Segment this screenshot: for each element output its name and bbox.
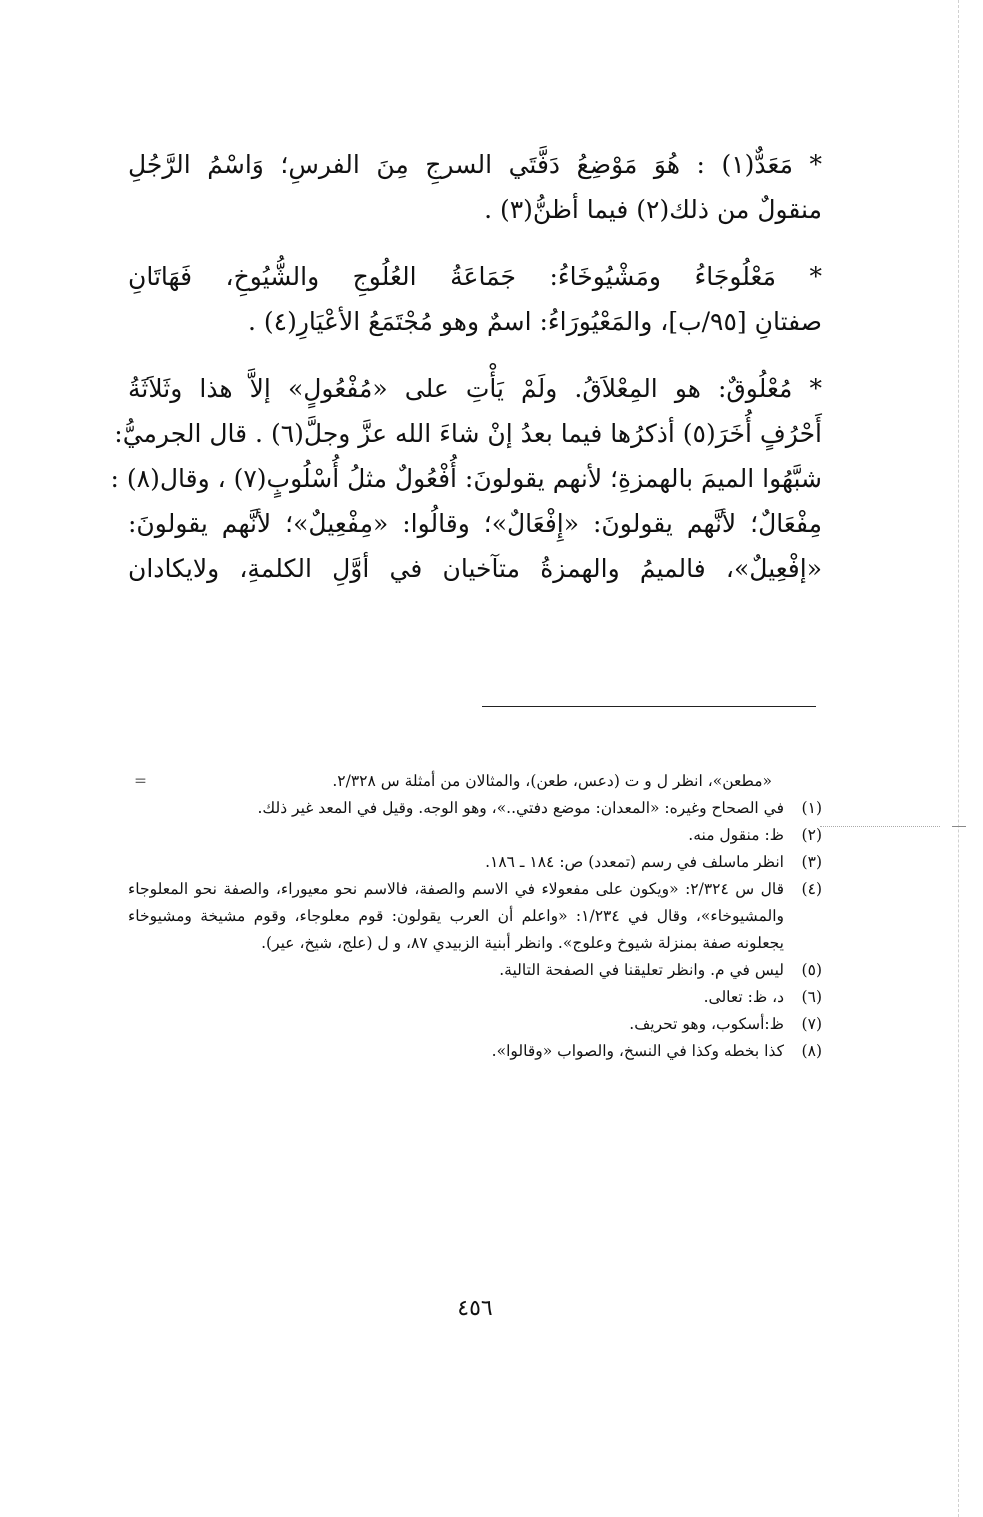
footnote-7 <box>128 1011 822 1038</box>
footnote-separator <box>482 706 816 707</box>
footnote-number: (٧) <box>801 1015 822 1033</box>
text-line: * مُعْلُوقٌ: هو المِعْلاَقُ. ولَمْ يَأْتِ على «مُفْعُولٍ» إلاَّ هذا وثَلاَثَةُ <box>128 374 822 403</box>
footnote-number: (٣) <box>801 853 822 871</box>
entry-maaluq <box>110 366 822 591</box>
footnote-text: «مطعن»، انظر ل و ت (دعس، طعن)، والمثالان من أمثلة س ٢/٣٢٨. <box>332 772 772 790</box>
footnote-text: انظر ماسلف في رسم (تمعدد) ص: ١٨٤ ـ ١٨٦. <box>485 853 784 871</box>
footnote-text: ليس في م. وانظر تعليقنا في الصفحة التالية. <box>499 961 784 979</box>
footnote-text: في الصحاح وغيره: «المعدان: موضع دفتي..»، وهو الوجه. وقيل في المعد غير ذلك. <box>257 799 784 817</box>
footnote-number: (٦) <box>801 988 822 1006</box>
footnote-text: د، ظ: تعالى. <box>703 988 784 1006</box>
footnote-text: ظ: منقول منه. <box>688 826 784 844</box>
footnote-continuation <box>128 768 822 795</box>
footnote-6 <box>128 984 822 1011</box>
footnote-2 <box>128 822 822 849</box>
footnote-number: (٨) <box>801 1042 822 1060</box>
footnote-number: (٥) <box>801 961 822 979</box>
footnote-number: (٢) <box>801 826 822 844</box>
footnote-text: قال س ٢/٣٢٤: «ويكون على مفعولاء في الاسم والصفة، فالاسم نحو معيوراء، والصفة نحو المعلوجاء والمشيوخاء»، وقال في ١/٢٣٤: «واعلم أن العرب يقولون: قوم معلوجاء، وقوم مشيخة ومشيوخاء يجعلونه صفة بمنزلة شيوخ وعلوج». وانظر أبنية الزبيدي ٨٧، و ل (علج، شيخ، عير). <box>128 880 784 952</box>
footnote-1 <box>128 795 822 822</box>
margin-dotted-line <box>820 826 940 827</box>
footnote-4 <box>128 876 822 957</box>
continuation-mark: = <box>134 772 147 790</box>
text-line: أَحْرُفٍ أُخَرَ(٥) أذكرُها فيما بعدُ إنْ شاءَ الله عزَّ وجلَّ(٦) . قال الجرميُّ: <box>114 419 822 448</box>
footnote-8 <box>128 1038 822 1065</box>
entry-maadd <box>128 142 822 232</box>
page-number: ٤٥٦ <box>457 1296 493 1321</box>
text-line: مِفْعَالٌ؛ لأنَّهم يقولونَ: «إِفْعَالٌ»؛ وقالُوا: «مِفْعِيلٌ»؛ لأنَّهم يقولونَ: <box>128 509 822 538</box>
footnote-number: (٤) <box>801 880 822 898</box>
footnote-3 <box>128 849 822 876</box>
text-line: شبَّهُوا الميمَ بالهمزةِ؛ لأنهم يقولونَ: أُفْعُولٌ مثلُ أُسْلُوبٍ(٧) ، وقال(٨) : <box>110 464 822 493</box>
footnotes <box>128 768 822 1065</box>
footnote-text: كذا بخطه وكذا في النسخ، والصواب «وقالوا». <box>491 1042 784 1060</box>
page-edge-line <box>958 0 959 1517</box>
entry-maalujaa <box>128 254 822 344</box>
text-line: منقولٌ من ذلك(٢) فيما أظنُّ(٣) . <box>484 195 822 224</box>
footnote-5 <box>128 957 822 984</box>
footnote-number: (١) <box>801 799 822 817</box>
text-line: * مَعَدٌّ(١) : هُوَ مَوْضِعُ دَفَّتَي السرجِ مِنَ الفرسِ؛ وَاسْمُ الرَّجُلِ <box>128 150 822 179</box>
text-line: * مَعْلُوجَاءُ ومَشْيُوخَاءُ: جَمَاعَةُ العُلُوجِ والشُّيُوخِ، فَهَاتَانِ <box>128 262 822 291</box>
text-line: «إفْعِيلٌ»، فالميمُ والهمزةُ متآخيان في أوَّلِ الكلمةِ، ولايكادان <box>128 554 822 583</box>
footnote-text: ظ:أسكوب، وهو تحريف. <box>629 1015 784 1033</box>
text-line: صفتانِ [٩٥/ب]، والمَعْيُورَاءُ: اسمٌ وهو مُجْتَمَعُ الأعْيَارِ(٤) . <box>247 307 822 336</box>
margin-tick-mark <box>952 826 966 827</box>
main-text <box>110 142 822 613</box>
